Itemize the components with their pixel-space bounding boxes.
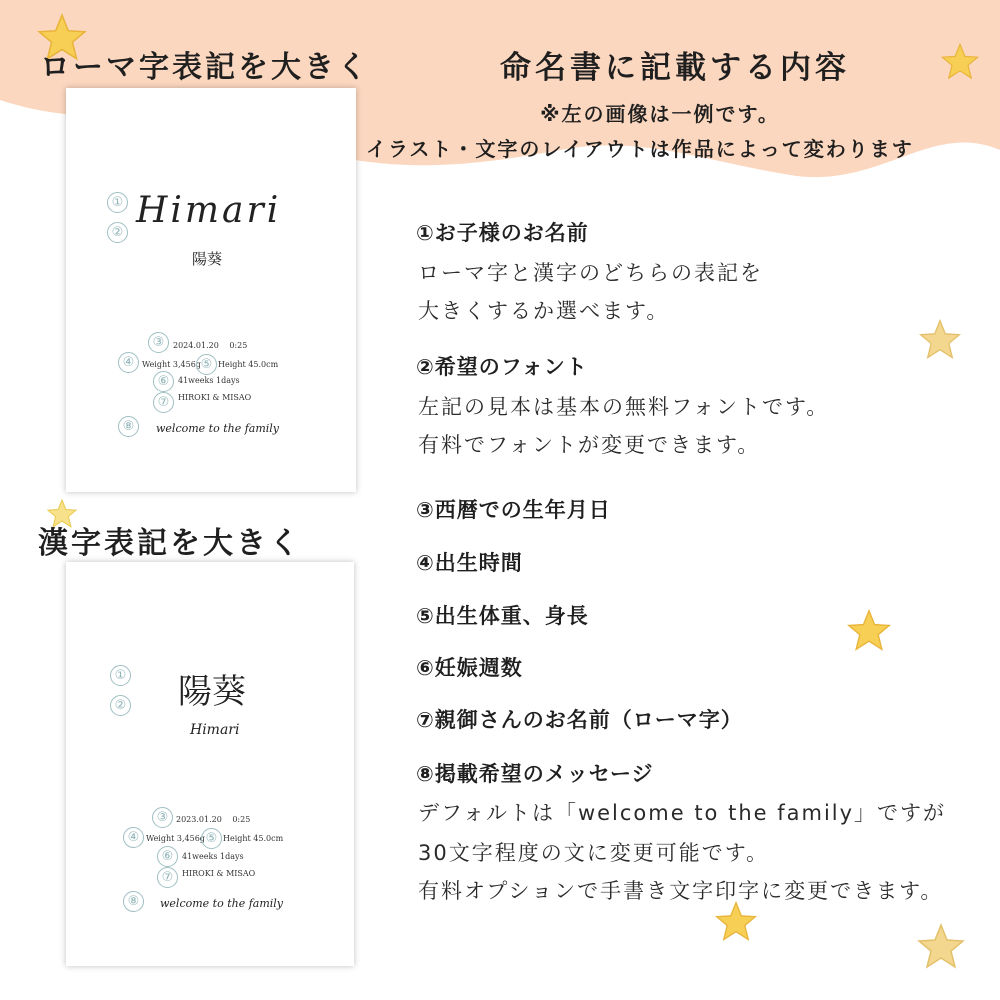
marker-1: ① bbox=[110, 665, 131, 686]
marker-2: ② bbox=[107, 222, 128, 243]
marker-5: ⑤ bbox=[196, 354, 217, 375]
marker-8: ⑧ bbox=[123, 891, 144, 912]
name-kanji: 陽葵 bbox=[192, 250, 223, 268]
height: Height 45.0cm bbox=[223, 834, 284, 843]
message: welcome to the family bbox=[156, 422, 280, 435]
star-icon bbox=[916, 922, 966, 972]
marker-7: ⑦ bbox=[153, 392, 174, 413]
name-roman: Himari bbox=[190, 722, 240, 738]
gestation-weeks: 41weeks 1days bbox=[178, 376, 240, 385]
star-icon bbox=[846, 606, 892, 656]
section-weight-height-title: ⑤出生体重、身長 bbox=[416, 604, 589, 628]
section-font-text-1: 左記の見本は基本の無料フォントです。 bbox=[418, 395, 830, 419]
section-parents-title: ⑦親御さんのお名前（ローマ字） bbox=[416, 708, 743, 732]
marker-2: ② bbox=[110, 695, 131, 716]
marker-3: ③ bbox=[148, 332, 169, 353]
layout-note: イラスト・文字のレイアウトは作品によって変わります bbox=[366, 137, 914, 161]
section-birth-date-title: ③西暦での生年月日 bbox=[416, 498, 611, 522]
parents-names: HIROKI & MISAO bbox=[182, 869, 256, 878]
marker-4: ④ bbox=[123, 827, 144, 848]
star-icon bbox=[940, 42, 980, 82]
section-font-title: ②希望のフォント bbox=[416, 355, 588, 379]
star-icon bbox=[714, 900, 758, 944]
marker-6: ⑥ bbox=[153, 371, 174, 392]
birth-date-time: 2023.01.20 0:25 bbox=[176, 815, 251, 824]
sample-card-kanji bbox=[66, 562, 354, 966]
section-message-text-2: 30文字程度の文に変更可能です。 bbox=[418, 841, 770, 865]
page-title: 命名書に記載する内容 bbox=[500, 50, 850, 86]
marker-4: ④ bbox=[118, 352, 139, 373]
birth-date-time: 2024.01.20 0:25 bbox=[173, 341, 248, 350]
section-child-name-text-2: 大きくするか選べます。 bbox=[418, 299, 670, 323]
marker-1: ① bbox=[107, 192, 128, 213]
marker-7: ⑦ bbox=[157, 867, 178, 888]
marker-5: ⑤ bbox=[201, 828, 222, 849]
section-font-text-2: 有料でフォントが変更できます。 bbox=[418, 433, 761, 457]
section-message-title: ⑧掲載希望のメッセージ bbox=[416, 762, 654, 786]
gestation-weeks: 41weeks 1days bbox=[182, 852, 244, 861]
weight: Weight 3,456g bbox=[146, 834, 205, 843]
sample-card-roman bbox=[66, 88, 356, 492]
message: welcome to the family bbox=[160, 897, 284, 910]
heading-kanji-large: 漢字表記を大きく bbox=[38, 526, 302, 561]
section-child-name-text-1: ローマ字と漢字のどちらの表記を bbox=[418, 261, 763, 285]
section-child-name-title: ①お子様のお名前 bbox=[416, 221, 589, 245]
marker-8: ⑧ bbox=[118, 416, 139, 437]
marker-3: ③ bbox=[152, 807, 173, 828]
section-message-text-3: 有料オプションで手書き文字印字に変更できます。 bbox=[418, 879, 944, 903]
parents-names: HIROKI & MISAO bbox=[178, 393, 252, 402]
marker-6: ⑥ bbox=[157, 846, 178, 867]
section-message-text-1: デフォルトは「welcome to the family」ですが bbox=[418, 801, 947, 825]
name-roman: Himari bbox=[136, 190, 282, 231]
weight: Weight 3,456g bbox=[142, 360, 201, 369]
star-icon bbox=[918, 318, 962, 362]
name-kanji: 陽葵 bbox=[178, 672, 246, 712]
heading-roman-large: ローマ字表記を大きく bbox=[40, 50, 370, 85]
section-birth-time-title: ④出生時間 bbox=[416, 551, 523, 575]
height: Height 45.0cm bbox=[218, 360, 279, 369]
section-gestation-title: ⑥妊娠週数 bbox=[416, 656, 523, 680]
example-note: ※左の画像は一例です。 bbox=[540, 102, 780, 126]
